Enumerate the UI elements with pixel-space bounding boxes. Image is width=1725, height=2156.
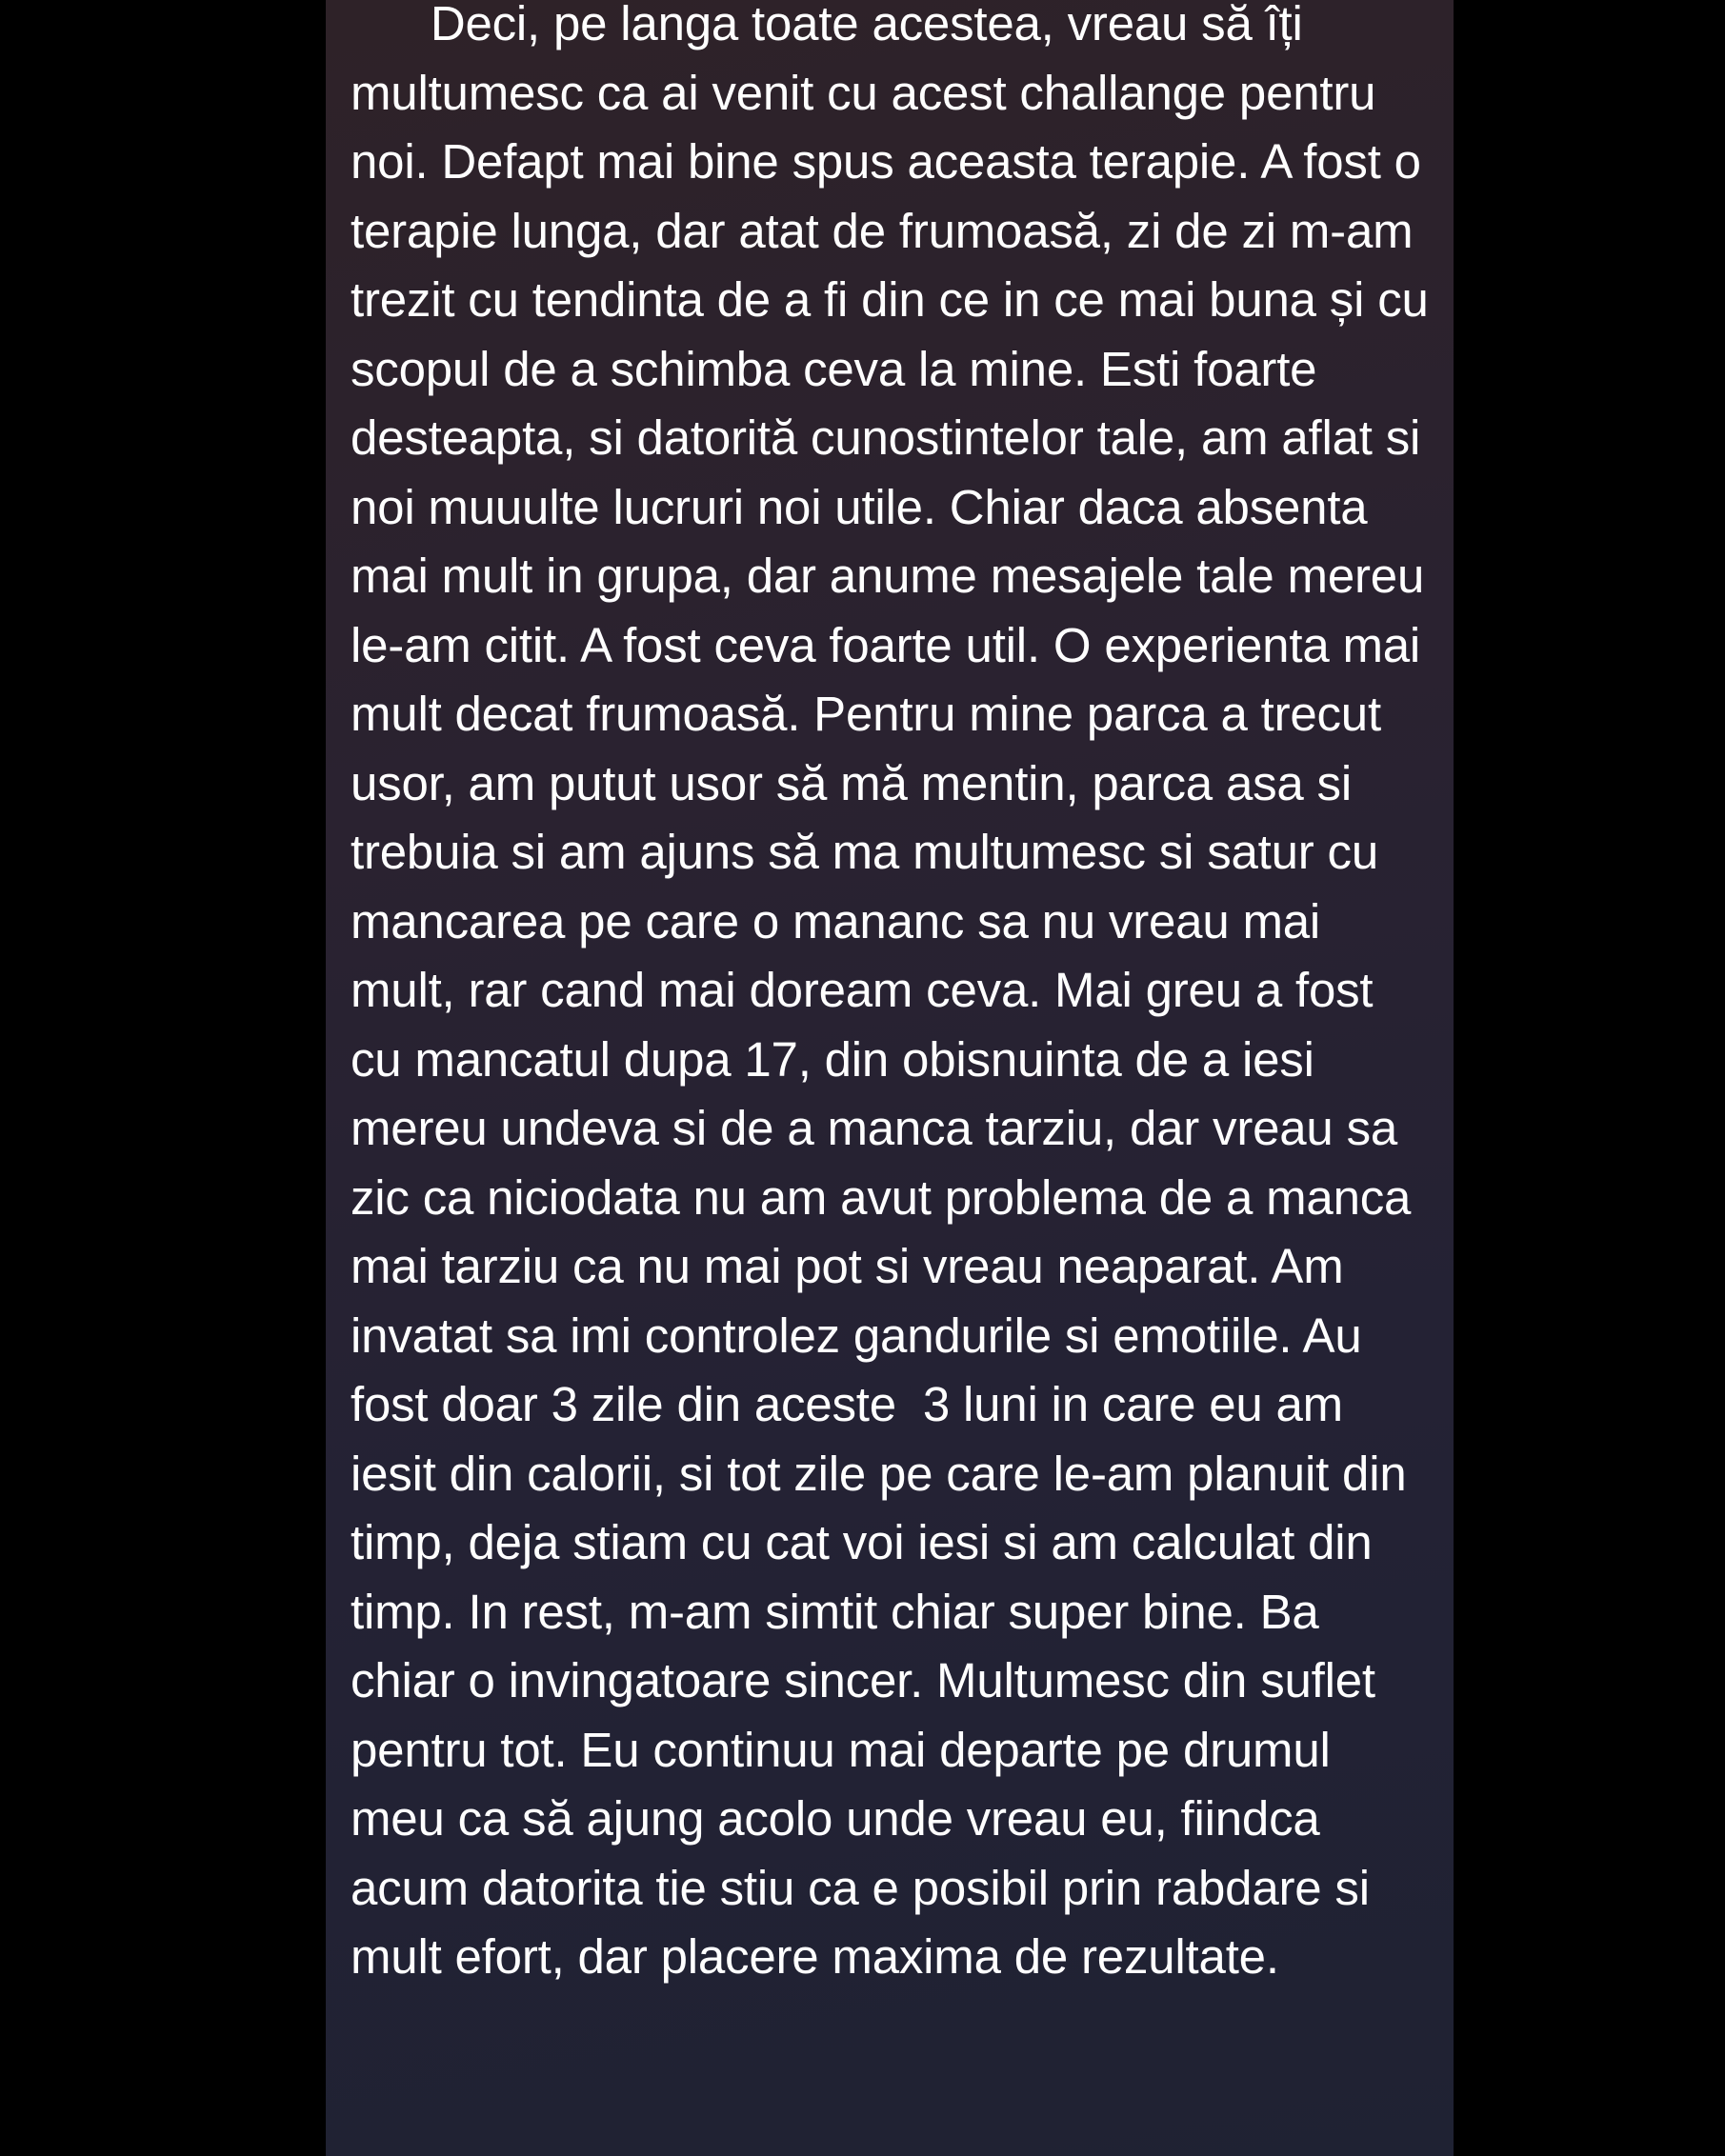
- message-bubble[interactable]: [326, 0, 1454, 2156]
- message-text: Deci, pe langa toate acestea, vreau să îți multumesc ca ai venit cu acest challange pentru noi. Defapt mai bine spus aceasta terapie. A fost o terapie lunga, dar atat de frumoasă, zi de zi m-am trezit cu tendinta de a fi din ce in ce mai buna și cu scopul de a schimba ceva la mine. Esti foarte desteapta, si datorită cunostintelor tale, am aflat si noi muuulte lucruri noi utile. Chiar daca absenta mai mult in grupa, dar anume mesajele tale mereu le-am citit. A fost ceva foarte util. O experienta mai mult decat frumoasă. Pentru mine parca a trecut usor, am putut usor să mă mentin, parca asa si trebuia si am ajuns să ma multumesc si satur cu mancarea pe care o mananc sa nu vreau mai mult, rar cand mai doream ceva. Mai greu a fost cu mancatul dupa 17, din obisnuinta de a iesi mereu undeva si de a manca tarziu, dar vreau sa zic ca niciodata nu am avut problema de a manca mai tarziu ca nu mai pot si vreau neaparat. Am invatat sa imi controlez gandurile si emotiile. Au fost doar 3 zile din aceste 3 luni in care eu am iesit din calorii, si tot zile pe care le-am planuit din timp, deja stiam cu cat voi iesi si am calculat din timp. In rest, m-am simtit chiar super bine. Ba chiar o invingatoare sincer. Multumesc din suflet pentru tot. Eu continuu mai departe pe drumul meu ca să ajung acolo unde vreau eu, fiindca acum datorita tie stiu ca e posibil prin rabdare si mult efort, dar placere maxima de rezultate.: [351, 0, 1442, 1984]
